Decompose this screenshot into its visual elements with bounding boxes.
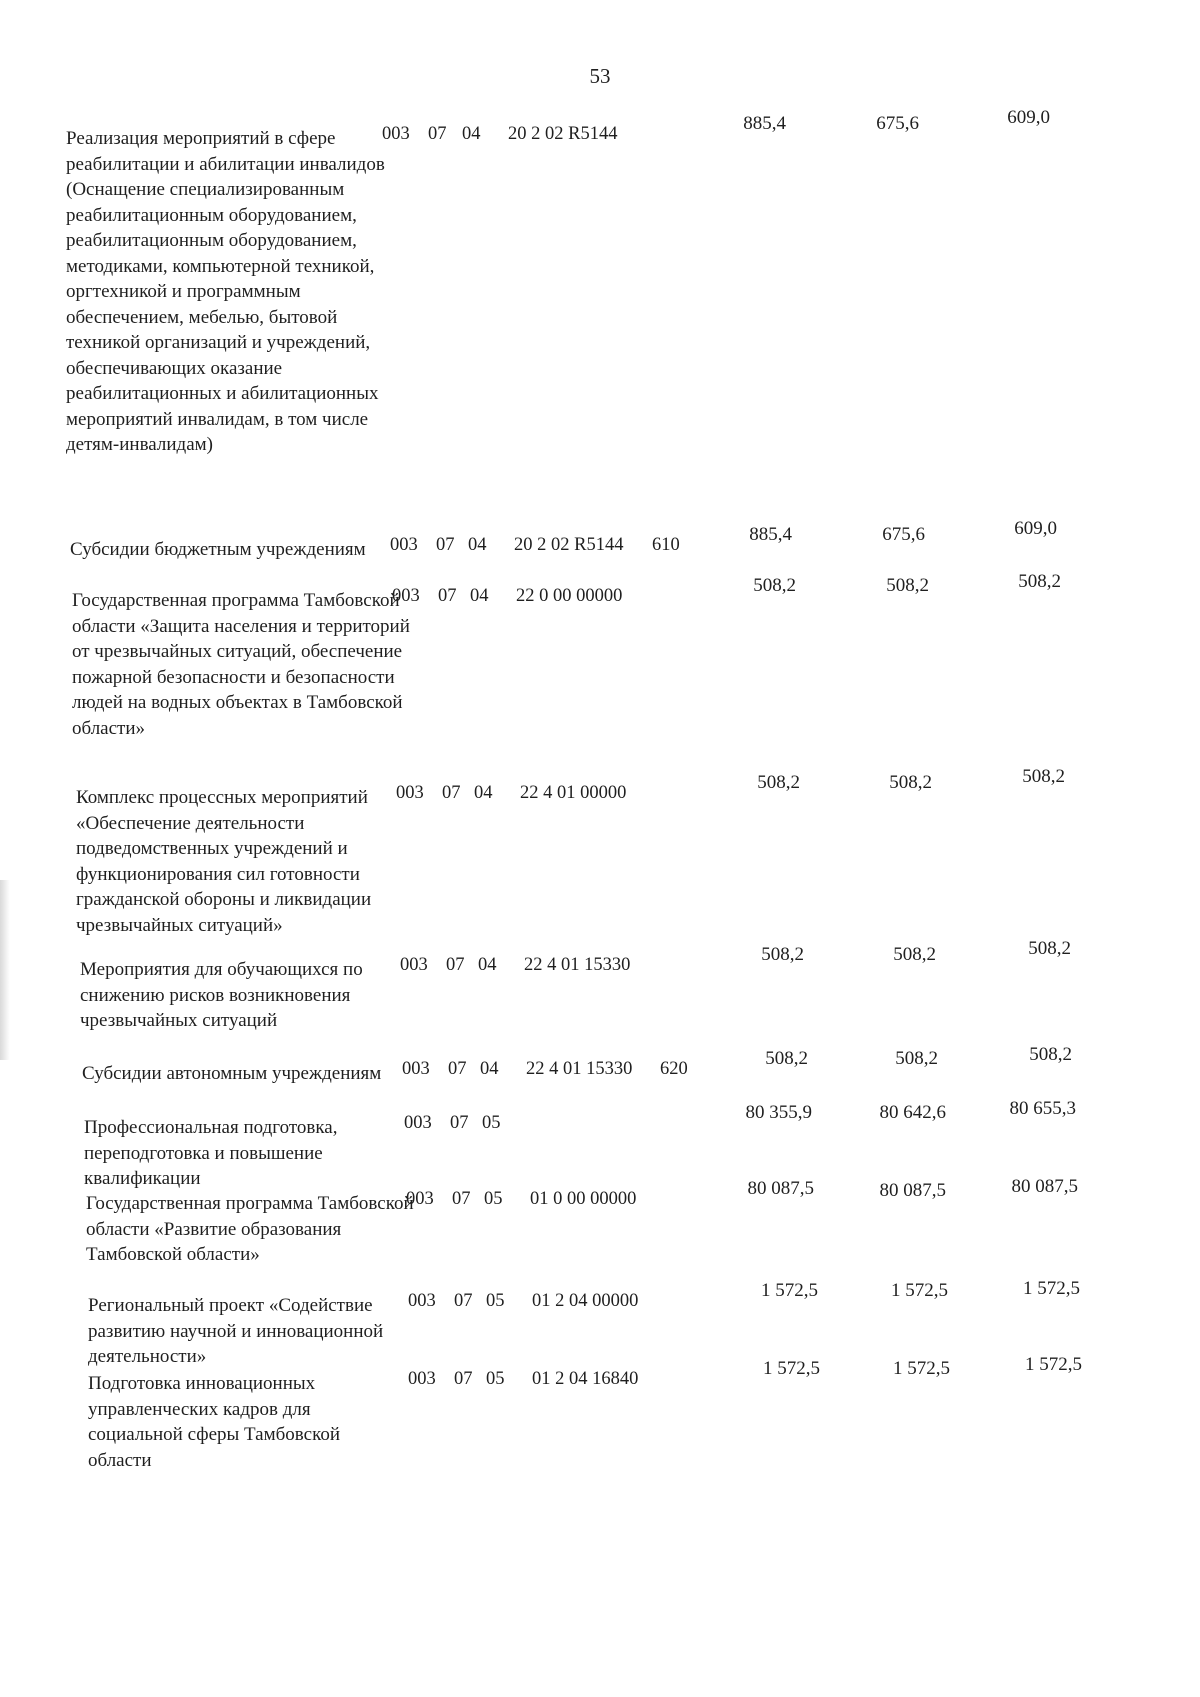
row-value-1: 80 087,5: [747, 1178, 814, 1199]
row-subsection: 05: [484, 1189, 503, 1209]
row-value-3: 508,2: [1029, 1044, 1072, 1065]
row-section: 07: [450, 1113, 469, 1133]
row-value-1: 508,2: [761, 944, 804, 965]
row-subsection: 04: [480, 1059, 499, 1079]
row-value-1: 508,2: [757, 772, 800, 793]
row-name: Государственная программа Тамбовской области «Защита населения и территорий от чрезвычайных ситуаций, обеспечение пожарной безопасности и безопасности людей на водных объектах в Тамбовской области»: [72, 590, 410, 739]
row-name: Региональный проект «Содействие развитию научной и инновационной деятельности»: [88, 1295, 384, 1367]
row-value-1: 1 572,5: [763, 1358, 820, 1379]
row-value-3: 80 087,5: [1011, 1176, 1078, 1197]
row-section: 07: [428, 124, 447, 144]
row-name: Реализация мероприятий в сфере реабилитации и абилитации инвалидов (Оснащение специализированным реабилитационным оборудованием, реабилитационным оборудованием, методиками, компьютерной техникой, оргтехникой и программным обеспечением, мебелью, бытовой техникой организаций и учреждений, обеспечивающих оказание реабилитационных и абилитационных мероприятий инвалидам, в том числе детям-инвалидам): [66, 128, 385, 455]
row-section: 07: [438, 586, 457, 606]
row-value-3: 1 572,5: [1023, 1278, 1080, 1299]
row-admin-code: 003: [404, 1113, 432, 1133]
row-admin-code: 003: [408, 1291, 436, 1311]
row-expense-type: 620: [660, 1059, 688, 1079]
row-subsection: 04: [470, 586, 489, 606]
row-value-1: 80 355,9: [745, 1102, 812, 1123]
row-section: 07: [454, 1369, 473, 1389]
page-number: 53: [589, 64, 611, 88]
row-section: 07: [436, 535, 455, 555]
row-name: Мероприятия для обучающихся по снижению рисков возникновения чрезвычайных ситуаций: [80, 959, 363, 1031]
row-value-2: 508,2: [889, 772, 932, 793]
row-subsection: 04: [478, 955, 497, 975]
row-value-1: 508,2: [765, 1048, 808, 1069]
row-admin-code: 003: [392, 586, 420, 606]
row-subsection: 04: [474, 783, 493, 803]
row-target-article: 01 2 04 00000: [532, 1291, 639, 1311]
row-value-2: 508,2: [886, 575, 929, 596]
row-section: 07: [446, 955, 465, 975]
row-name: Государственная программа Тамбовской области «Развитие образования Тамбовской области»: [86, 1193, 414, 1265]
row-target-article: 22 4 01 00000: [520, 783, 627, 803]
row-subsection: 04: [468, 535, 487, 555]
row-value-3: 508,2: [1028, 938, 1071, 959]
row-name: Профессиональная подготовка, переподготовка и повышение квалификации: [84, 1117, 338, 1189]
row-value-2: 1 572,5: [893, 1358, 950, 1379]
row-target-article: 22 4 01 15330: [526, 1059, 633, 1079]
row-admin-code: 003: [396, 783, 424, 803]
row-admin-code: 003: [382, 124, 410, 144]
row-value-1: 885,4: [749, 524, 792, 545]
row-section: 07: [454, 1291, 473, 1311]
row-name: Субсидии бюджетным учреждениям: [70, 539, 366, 560]
row-subsection: 05: [486, 1369, 505, 1389]
row-value-2: 508,2: [895, 1048, 938, 1069]
row-admin-code: 003: [406, 1189, 434, 1209]
row-name: Субсидии автономным учреждениям: [82, 1063, 382, 1084]
row-admin-code: 003: [402, 1059, 430, 1079]
row-value-2: 80 087,5: [879, 1180, 946, 1201]
row-target-article: 01 2 04 16840: [532, 1369, 639, 1389]
row-admin-code: 003: [408, 1369, 436, 1389]
row-subsection: 04: [462, 124, 481, 144]
row-section: 07: [442, 783, 461, 803]
row-admin-code: 003: [390, 535, 418, 555]
row-name: Комплекс процессных мероприятий «Обеспечение деятельности подведомственных учреждений и функционирования сил готовности гражданской обороны и ликвидации чрезвычайных ситуаций»: [76, 787, 372, 936]
scan-edge-shadow: [0, 880, 10, 1060]
row-section: 07: [452, 1189, 471, 1209]
row-target-article: 20 2 02 R5144: [508, 124, 618, 144]
row-value-3: 80 655,3: [1009, 1098, 1076, 1119]
row-target-article: 20 2 02 R5144: [514, 535, 624, 555]
row-value-3: 508,2: [1018, 571, 1061, 592]
row-value-2: 675,6: [876, 113, 919, 134]
row-value-3: 1 572,5: [1025, 1354, 1082, 1375]
row-value-3: 609,0: [1007, 107, 1050, 128]
row-value-3: 609,0: [1014, 518, 1057, 539]
row-name: Подготовка инновационных управленческих кадров для социальной сферы Тамбовской области: [88, 1373, 341, 1471]
row-value-2: 675,6: [882, 524, 925, 545]
row-admin-code: 003: [400, 955, 428, 975]
row-subsection: 05: [482, 1113, 501, 1133]
row-section: 07: [448, 1059, 467, 1079]
row-value-1: 1 572,5: [761, 1280, 818, 1301]
row-expense-type: 610: [652, 535, 680, 555]
row-value-2: 508,2: [893, 944, 936, 965]
row-value-2: 80 642,6: [879, 1102, 946, 1123]
row-value-3: 508,2: [1022, 766, 1065, 787]
row-target-article: 22 4 01 15330: [524, 955, 631, 975]
row-value-1: 508,2: [753, 575, 796, 596]
row-value-1: 885,4: [743, 113, 786, 134]
row-target-article: 22 0 00 00000: [516, 586, 623, 606]
row-subsection: 05: [486, 1291, 505, 1311]
row-target-article: 01 0 00 00000: [530, 1189, 637, 1209]
row-value-2: 1 572,5: [891, 1280, 948, 1301]
